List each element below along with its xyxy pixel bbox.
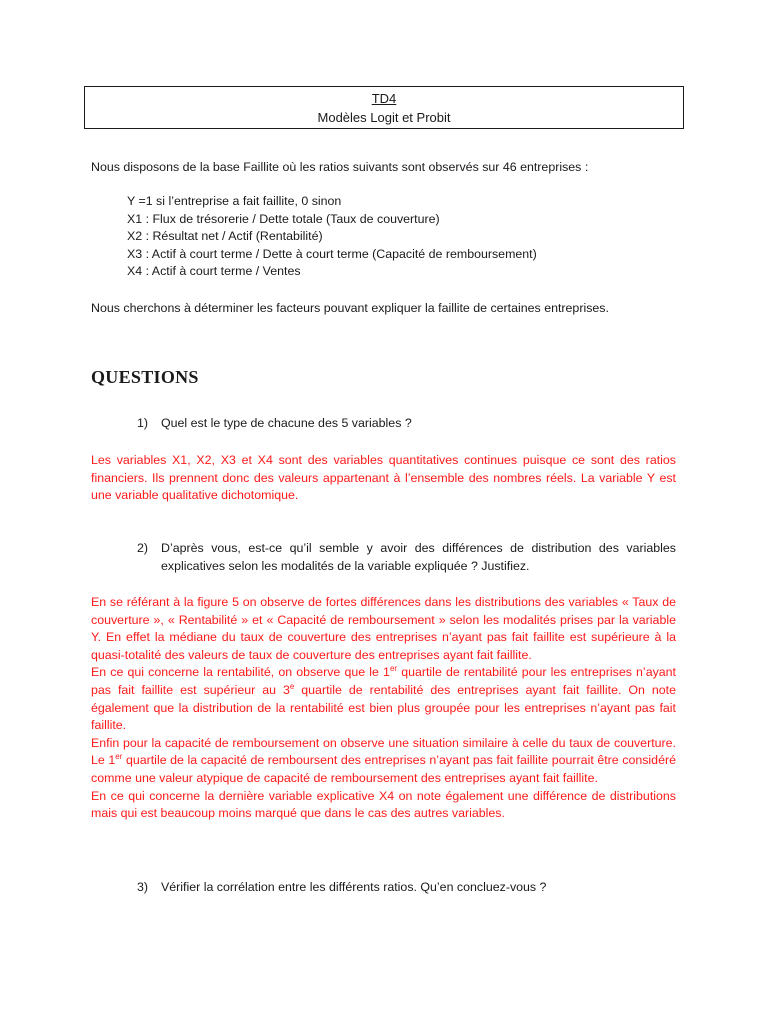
- section-heading: QUESTIONS: [91, 367, 199, 387]
- doc-subtitle: Modèles Logit et Probit: [317, 110, 451, 125]
- question-number: 3): [137, 880, 149, 894]
- variable-item-x4: X4 : Actif à court terme / Ventes: [127, 264, 301, 279]
- answer-text-segment: En ce qui concerne la rentabilité, on observe que le 1: [91, 665, 390, 680]
- doc-title: TD4: [371, 91, 397, 106]
- question-number: 2): [137, 541, 149, 555]
- variable-item-x3: X3 : Actif à court terme / Dette à court terme (Capacité de remboursement): [127, 246, 537, 261]
- question-text: Vérifier la corrélation entre les différents ratios. Qu’en concluez-vous ?: [161, 880, 547, 894]
- goal-paragraph: Nous cherchons à déterminer les facteurs pouvant expliquer la faillite de certaines entreprises.: [91, 301, 609, 315]
- ordinal-superscript: er: [115, 752, 123, 762]
- variable-list: [127, 193, 537, 281]
- answer-2-paragraph-4: En ce qui concerne la dernière variable explicative X4 on note également une différence de distributions mais qui est beaucoup moins marqué que dans le cas des autres variables.: [91, 788, 676, 821]
- answer-2-paragraph-3: [91, 735, 676, 788]
- answer-text-segment: quartile de rentabilité des entreprises ayant fait faillite. On note également que la distribution de la rentabilité est bien plus groupée pour les entreprises n’ayant pas fait faillite.: [91, 682, 677, 733]
- question-2: [137, 540, 676, 575]
- answer-1: Les variables X1, X2, X3 et X4 sont des variables quantitatives continues puisque ce sont des ratios financiers. Ils prennent donc des valeurs appartenant à l’ensemble des nombres réels. La variable Y est une variable qualitative dichotomique.: [91, 453, 676, 503]
- ordinal-superscript: er: [389, 664, 398, 674]
- answer-text-segment: quartile de la capacité de remboursent des entreprises n’ayant pas fait faillite pourrait être considéré comme une valeur atypique de capacité de remboursement des entreprises ayant fait faillite.: [91, 753, 676, 785]
- question-text: D’après vous, est-ce qu’il semble y avoir des différences de distribution des variables explicatives selon les modalités de la variable expliquée ? Justifiez.: [161, 541, 676, 573]
- answer-2: [91, 594, 676, 823]
- question-3: [137, 879, 676, 897]
- question-number: 1): [137, 416, 149, 430]
- question-1: [137, 415, 676, 433]
- intro-paragraph: Nous disposons de la base Faillite où les ratios suivants sont observés sur 46 entreprises :: [91, 160, 589, 174]
- answer-text-segment: Enfin pour la capacité de remboursement on observe une situation similaire à celle du taux de couverture. Le 1: [91, 735, 676, 768]
- ordinal-superscript: e: [289, 681, 295, 691]
- answer-text-segment: quartile de rentabilité pour les entreprises n’ayant pas fait faillite est supérieur au 3: [91, 665, 676, 697]
- variable-item-x1: X1 : Flux de trésorerie / Dette totale (Taux de couverture): [127, 211, 440, 226]
- question-text: Quel est le type de chacune des 5 variables ?: [161, 416, 412, 430]
- variable-item-x2: X2 : Résultat net / Actif (Rentabilité): [127, 229, 323, 244]
- answer-2-paragraph-1: En se référant à la figure 5 on observe de fortes différences dans les distributions des variables « Taux de couverture », « Rentabilité » et « Capacité de remboursement » selon les modalités prises par la variable Y. En effet la médiane du taux de couverture des entreprises n’ayant pas fait faillite est supérieure à la quasi-totalité des valeurs de taux de couverture des entreprises ayant fait faillite.: [91, 595, 676, 662]
- answer-2-paragraph-2: [91, 664, 676, 734]
- variable-item-y: Y =1 si l’entreprise a fait faillite, 0 sinon: [127, 194, 342, 208]
- title-box: [84, 86, 684, 129]
